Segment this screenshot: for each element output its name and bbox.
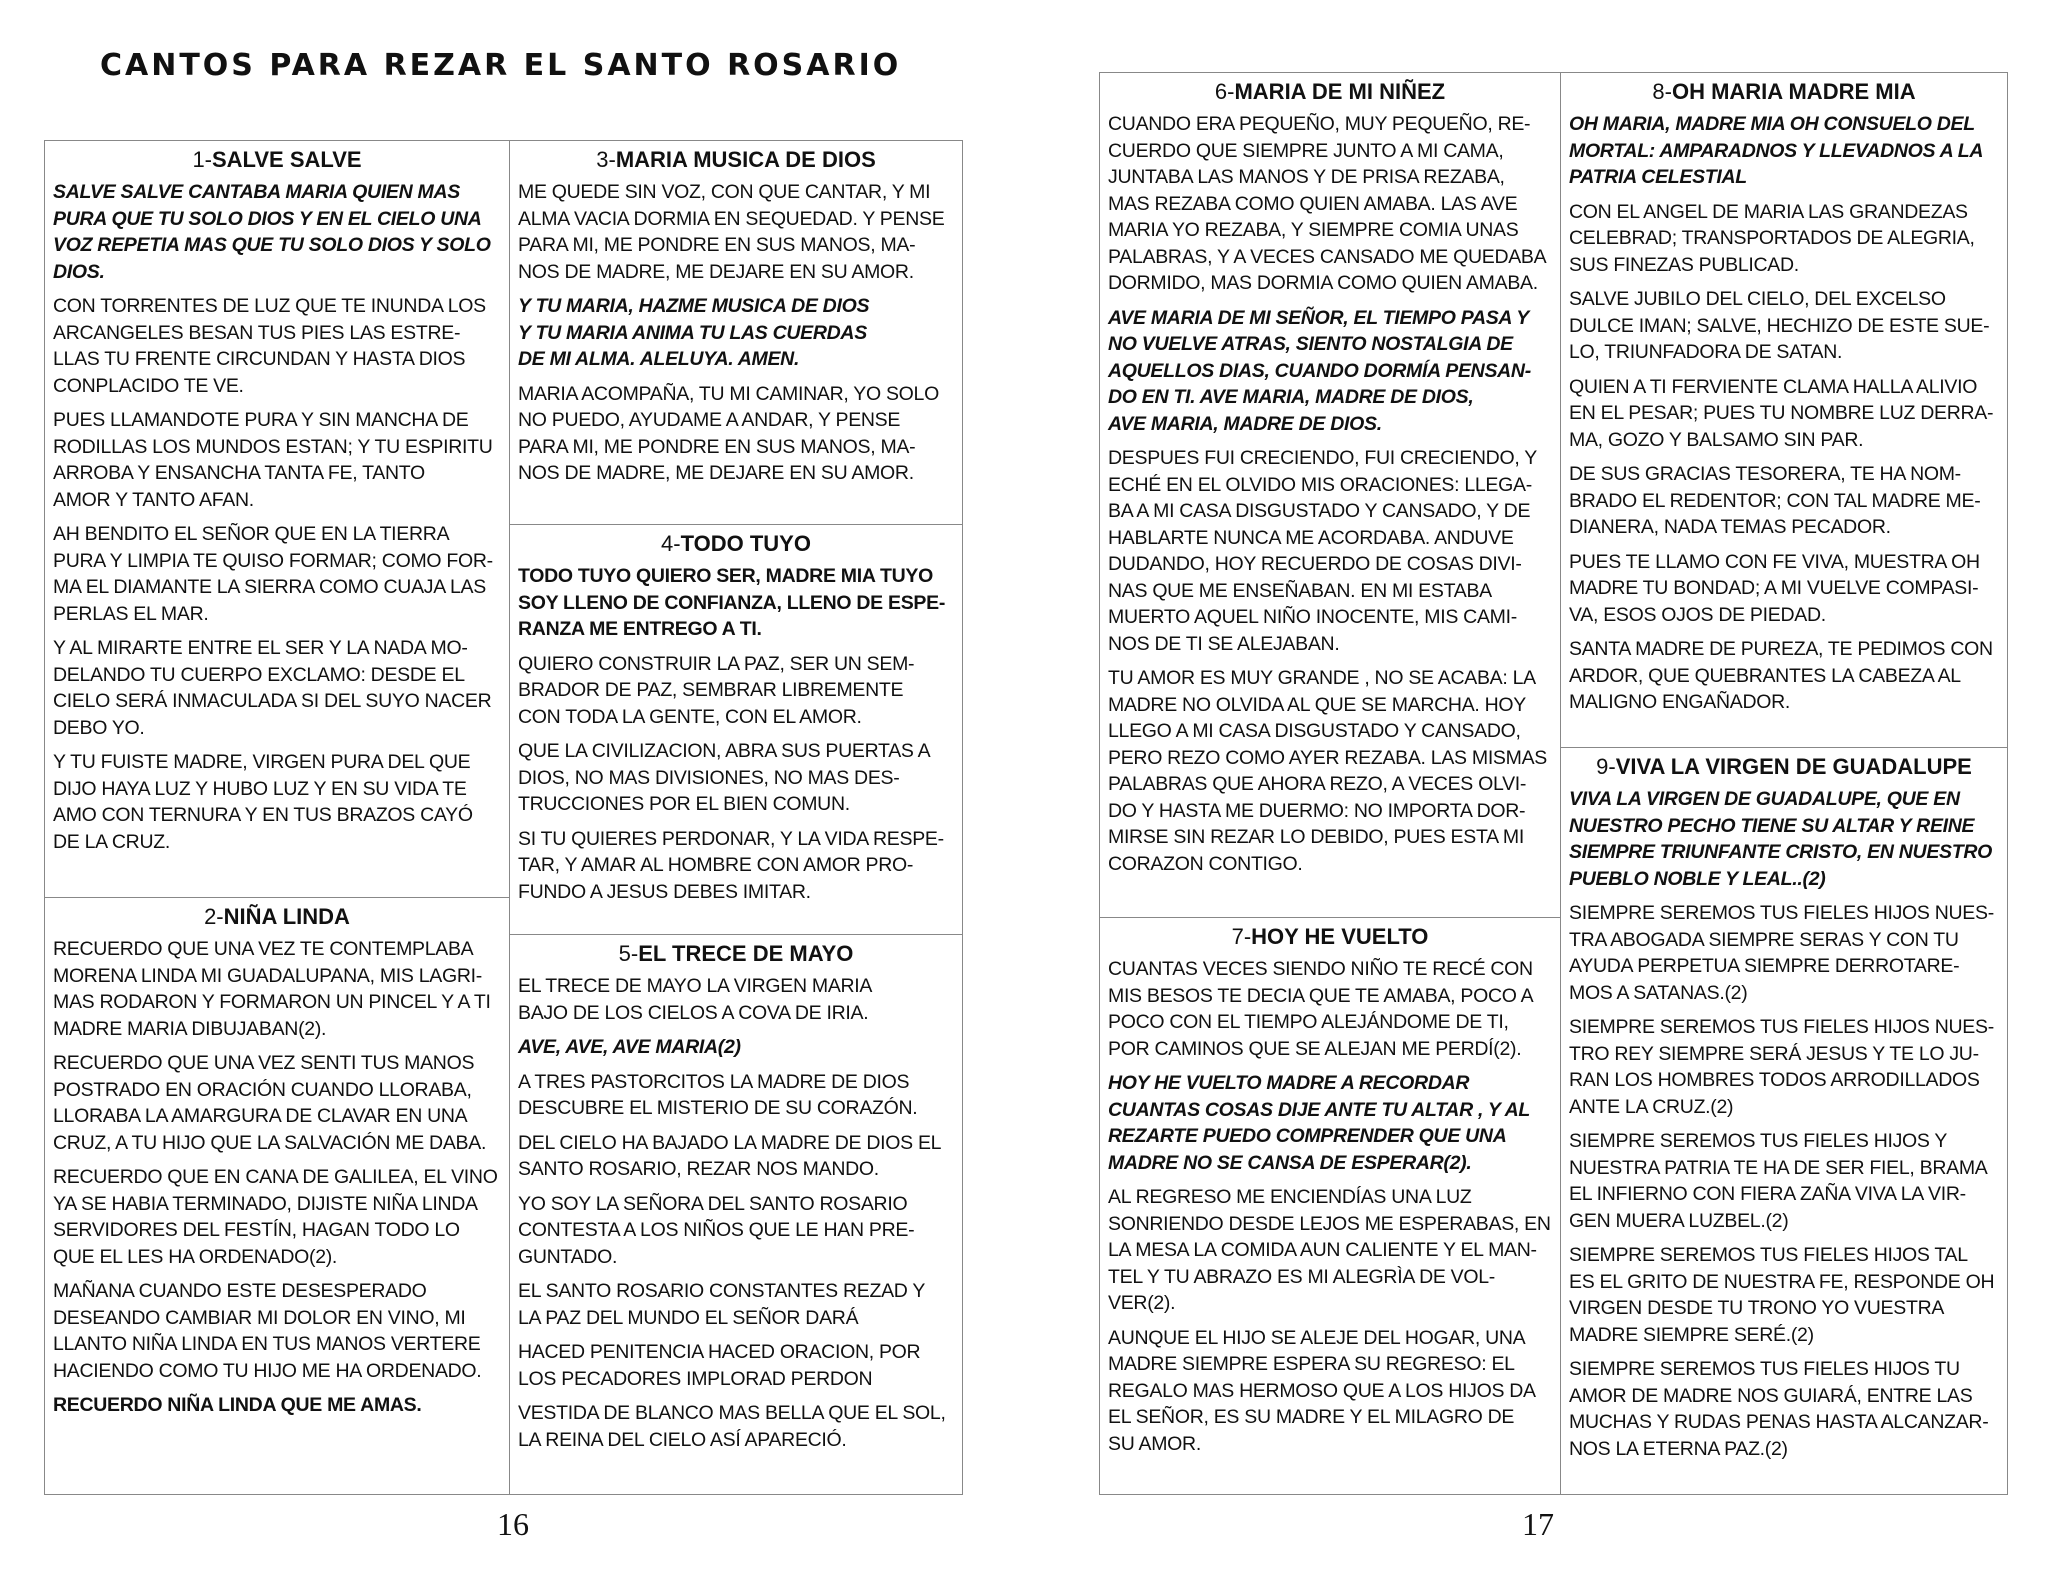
verse-paragraph: QUIEN A TI FERVIENTE CLAMA HALLA ALIVIO EN EL PESAR; PUES TU NOMBRE LUZ DERRA- MA, GOZO Y BALSAMO SIN PAR. bbox=[1569, 375, 1994, 451]
song-title bbox=[1569, 754, 1999, 780]
verse-paragraph: HACED PENITENCIA HACED ORACION, POR LOS PECADORES IMPLORAD PERDON bbox=[518, 1341, 921, 1390]
verse-paragraph: TU AMOR ES MUY GRANDE , NO SE ACABA: LA MADRE NO OLVIDA AL QUE SE MARCHA. HOY LLEGO A MI CASA DISGUSTADO Y CANSADO, PERO REZO COMO AYER REZABA. LAS MISMAS PALABRAS QUE AHORA REZO, A VECES OLVI- DO Y HASTA ME DUERMO: NO IMPORTA DOR- MIRSE SIN REZAR LO DEBIDO, PUES ESTA MI CORAZON CONTIGO. bbox=[1108, 667, 1547, 875]
song-title bbox=[53, 904, 501, 930]
verse-paragraph: DESPUES FUI CRECIENDO, FUI CRECIENDO, Y ECHÉ EN EL OLVIDO MIS ORACIONES: LLEGA- BA A MI CASA DISGUSTADO Y CANSADO, Y DE HABLARTE NUNCA ME ACORDABA. ANDUVE DUDANDO, HOY RECUERDO DE COSAS DIVI- NAS QUE ME ENSEÑABAN. EN MI ESTABA MUERTO AQUEL NIÑO INOCENTE, MIS CAMI- NOS DE TI SE ALEJABAN. bbox=[1108, 447, 1537, 655]
verse-paragraph: RECUERDO QUE EN CANA DE GALILEA, EL VINO YA SE HABIA TERMINADO, DIJISTE NIÑA LINDA SERVIDORES DEL FESTÍN, HAGAN TODO LO QUE EL LES HA ORDENADO(2). bbox=[53, 1166, 498, 1268]
song-title bbox=[518, 531, 954, 557]
verse-paragraph: Y TU FUISTE MADRE, VIRGEN PURA DEL QUE DIJO HAYA LUZ Y HUBO LUZ Y EN SU VIDA TE AMO CON TERNURA Y EN TUS BRAZOS CAYÓ DE LA CRUZ. bbox=[53, 751, 473, 853]
song-name: NIÑA LINDA bbox=[223, 904, 350, 929]
verse-paragraph: AH BENDITO EL SEÑOR QUE EN LA TIERRA PURA Y LIMPIA TE QUISO FORMAR; COMO FOR- MA EL DIAMANTE LA SIERRA COMO CUAJA LAS PERLAS EL MAR. bbox=[53, 523, 493, 625]
verse-paragraph: CUANTAS VECES SIENDO NIÑO TE RECÉ CON MIS BESOS TE DECIA QUE TE AMABA, POCO A POCO CON EL TIEMPO ALEJÁNDOME DE TI, POR CAMINOS QUE SE ALEJAN ME PERDÍ(2). bbox=[1108, 958, 1534, 1060]
song-name: SALVE SALVE bbox=[212, 147, 362, 172]
verse-paragraph: MAÑANA CUANDO ESTE DESESPERADO DESEANDO CAMBIAR MI DOLOR EN VINO, MI LLANTO NIÑA LINDA EN TUS MANOS VERTERE HACIENDO COMO TU HIJO ME HA ORDENADO. bbox=[53, 1280, 482, 1382]
song-box-8 bbox=[1560, 72, 2008, 748]
song-box-4 bbox=[509, 524, 963, 935]
chorus-paragraph: SALVE SALVE CANTABA MARIA QUIEN MAS PURA QUE TU SOLO DIOS Y EN EL CIELO UNA VOZ REPETIA MAS QUE TU SOLO DIOS Y SOLO DIOS. bbox=[53, 181, 491, 283]
page-number-left: 16 bbox=[497, 1506, 529, 1542]
verse-paragraph: RECUERDO NIÑA LINDA QUE ME AMAS. bbox=[53, 1394, 422, 1416]
verse-paragraph: CON TORRENTES DE LUZ QUE TE INUNDA LOS ARCANGELES BESAN TUS PIES LAS ESTRE- LLAS TU FRENTE CIRCUNDAN Y HASTA DIOS CONPLACIDO TE VE. bbox=[53, 295, 486, 397]
song-number: 8- bbox=[1652, 79, 1672, 104]
song-number: 7- bbox=[1231, 924, 1252, 949]
verse-paragraph: VESTIDA DE BLANCO MAS BELLA QUE EL SOL, LA REINA DEL CIELO ASÍ APARECIÓ. bbox=[518, 1402, 946, 1451]
verse-paragraph: PUES LLAMANDOTE PURA Y SIN MANCHA DE RODILLAS LOS MUNDOS ESTAN; Y TU ESPIRITU ARROBA Y ENSANCHA TANTA FE, TANTO AMOR Y TANTO AFAN. bbox=[53, 409, 493, 511]
song-box-5 bbox=[509, 934, 963, 1495]
verse-paragraph: ME QUEDE SIN VOZ, CON QUE CANTAR, Y MI ALMA VACIA DORMIA EN SEQUEDAD. Y PENSE PARA MI, ME PONDRE EN SUS MANOS, MA- NOS DE MADRE, ME DEJARE EN SU AMOR. bbox=[518, 181, 945, 283]
song-title bbox=[1569, 79, 1999, 105]
song-name: MARIA MUSICA DE DIOS bbox=[615, 147, 876, 172]
song-number: 9- bbox=[1596, 754, 1616, 779]
verse-paragraph: SI TU QUIERES PERDONAR, Y LA VIDA RESPE- TAR, Y AMAR AL HOMBRE CON AMOR PRO- FUNDO A JESUS DEBES IMITAR. bbox=[518, 827, 944, 903]
verse-paragraph: YO SOY LA SEÑORA DEL SANTO ROSARIO CONTESTA A LOS NIÑOS QUE LE HAN PRE- GUNTADO. bbox=[518, 1192, 915, 1268]
verse-paragraph: PUES TE LLAMO CON FE VIVA, MUESTRA OH MADRE TU BONDAD; A MI VUELVE COMPASI- VA, ESOS OJOS DE PIEDAD. bbox=[1569, 550, 1980, 626]
page-number-right: 17 bbox=[1522, 1506, 1554, 1542]
verse-paragraph: CUANDO ERA PEQUEÑO, MUY PEQUEÑO, RE- CUERDO QUE SIEMPRE JUNTO A MI CAMA, JUNTABA LAS MANOS Y DE PRISA REZABA, MAS REZABA COMO QUIEN AMABA. LAS AVE MARIA YO REZABA, Y SIEMPRE COMIA UNAS PALABRAS, Y A VECES CANSADO ME QUEDABA DORMIDO, MAS DORMIA COMO QUIEN AMABA. bbox=[1108, 113, 1547, 294]
verse-paragraph: Y AL MIRARTE ENTRE EL SER Y LA NADA MO- DELANDO TU CUERPO EXCLAMO: DESDE EL CIELO SERÁ INMACULADA SI DEL SUYO NACER DEBO YO. bbox=[53, 637, 492, 739]
chorus-paragraph: AVE, AVE, AVE MARIA(2) bbox=[518, 1036, 741, 1058]
verse-paragraph: SANTA MADRE DE PUREZA, TE PEDIMOS CON ARDOR, QUE QUEBRANTES LA CABEZA AL MALIGNO ENGAÑADOR. bbox=[1569, 638, 1993, 713]
song-box-7 bbox=[1099, 917, 1561, 1495]
verse-paragraph: SIEMPRE SEREMOS TUS FIELES HIJOS NUES- TRA ABOGADA SIEMPRE SERAS Y CON TU AYUDA PERPETUA SIEMPRE DERROTARE- MOS A SATANAS.(2) bbox=[1569, 902, 1994, 1004]
verse-paragraph: A TRES PASTORCITOS LA MADRE DE DIOS DESCUBRE EL MISTERIO DE SU CORAZÓN. bbox=[518, 1070, 918, 1119]
verse-paragraph: SIEMPRE SEREMOS TUS FIELES HIJOS TAL ES EL GRITO DE NUESTRA FE, RESPONDE OH VIRGEN DESDE TU TRONO YO VUESTRA MADRE SIEMPRE SERÉ.(2) bbox=[1569, 1244, 1995, 1346]
verse-paragraph: QUE LA CIVILIZACION, ABRA SUS PUERTAS A DIOS, NO MAS DIVISIONES, NO MAS DES- TRUCCIONES POR EL BIEN COMUN. bbox=[518, 740, 931, 815]
verse-paragraph: RECUERDO QUE UNA VEZ TE CONTEMPLABA MORENA LINDA MI GUADALUPANA, MIS LAGRI- MAS RODARON Y FORMARON UN PINCEL Y A TI MADRE MARIA DIBUJABAN(2). bbox=[53, 938, 491, 1040]
verse-paragraph: SALVE JUBILO DEL CIELO, DEL EXCELSO DULCE IMAN; SALVE, HECHIZO DE ESTE SUE- LO, TRIUNFADORA DE SATAN. bbox=[1569, 288, 1990, 363]
song-name: MARIA DE MI NIÑEZ bbox=[1234, 79, 1446, 104]
verse-paragraph: CON EL ANGEL DE MARIA LAS GRANDEZAS CELEBRAD; TRANSPORTADOS DE ALEGRIA, SUS FINEZAS PUBLICAD. bbox=[1569, 200, 1975, 276]
song-name: HOY HE VUELTO bbox=[1251, 924, 1429, 949]
verse-paragraph: DEL CIELO HA BAJADO LA MADRE DE DIOS EL SANTO ROSARIO, REZAR NOS MANDO. bbox=[518, 1131, 942, 1180]
verse-paragraph: EL TRECE DE MAYO LA VIRGEN MARIA BAJO DE LOS CIELOS A COVA DE IRIA. bbox=[518, 975, 873, 1024]
verse-paragraph: SIEMPRE SEREMOS TUS FIELES HIJOS TU AMOR DE MADRE NOS GUIARÁ, ENTRE LAS MUCHAS Y RUDAS PENAS HASTA ALCANZAR- NOS LA ETERNA PAZ.(2) bbox=[1569, 1358, 1989, 1460]
chorus-paragraph: VIVA LA VIRGEN DE GUADALUPE, QUE EN NUESTRO PECHO TIENE SU ALTAR Y REINE SIEMPRE TRIUNFANTE CRISTO, EN NUESTRO PUEBLO NOBLE Y LEAL..(2) bbox=[1569, 788, 1992, 890]
song-box-9 bbox=[1560, 747, 2008, 1495]
verse-paragraph: SIEMPRE SEREMOS TUS FIELES HIJOS Y NUESTRA PATRIA TE HA DE SER FIEL, BRAMA EL INFIERNO CON FIERA ZAÑA VIVA LA VIR- GEN MUERA LUZBEL.(2) bbox=[1569, 1130, 1988, 1232]
page-title: CANTOS PARA REZAR EL SANTO ROSARIO bbox=[100, 48, 902, 83]
verse-paragraph: DE SUS GRACIAS TESORERA, TE HA NOM- BRADO EL REDENTOR; CON TAL MADRE ME- DIANERA, NADA TEMAS PECADOR. bbox=[1569, 463, 1981, 538]
chorus-paragraph: AVE MARIA DE MI SEÑOR, EL TIEMPO PASA Y NO VUELVE ATRAS, SIENTO NOSTALGIA DE AQUELLOS DIAS, CUANDO DORMÍA PENSAN- DO EN TI. AVE MARIA, MADRE DE DIOS, AVE MARIA, MADRE DE DIOS. bbox=[1108, 306, 1531, 435]
song-number: 3- bbox=[596, 147, 616, 172]
song-name: OH MARIA MADRE MIA bbox=[1671, 79, 1916, 104]
song-box-2 bbox=[44, 897, 510, 1495]
song-title bbox=[518, 147, 954, 173]
song-title bbox=[1108, 924, 1552, 950]
song-box-1 bbox=[44, 140, 510, 898]
song-name: TODO TUYO bbox=[680, 531, 811, 556]
verse-paragraph: AL REGRESO ME ENCIENDÍAS UNA LUZ SONRIENDO DESDE LEJOS ME ESPERABAS, EN LA MESA LA COMIDA AUN CALIENTE Y EL MAN- TEL Y TU ABRAZO ES MI ALEGRÌA DE VOL- VER(2). bbox=[1108, 1186, 1551, 1314]
verse-paragraph: TODO TUYO QUIERO SER, MADRE MIA TUYO SOY LLENO DE CONFIANZA, LLENO DE ESPE- RANZA ME ENTREGO A TI. bbox=[518, 565, 946, 640]
chorus-paragraph: HOY HE VUELTO MADRE A RECORDAR CUANTAS COSAS DIJE ANTE TU ALTAR , Y AL REZARTE PUEDO COMPRENDER QUE UNA MADRE NO SE CANSA DE ESPERAR(2). bbox=[1108, 1072, 1531, 1174]
song-number: 5- bbox=[618, 941, 639, 966]
song-box-6 bbox=[1099, 72, 1561, 918]
song-number: 2- bbox=[204, 904, 224, 929]
song-number: 4- bbox=[661, 531, 681, 556]
verse-paragraph: EL SANTO ROSARIO CONSTANTES REZAD Y LA PAZ DEL MUNDO EL SEÑOR DARÁ bbox=[518, 1280, 926, 1329]
verse-paragraph: AUNQUE EL HIJO SE ALEJE DEL HOGAR, UNA MADRE SIEMPRE ESPERA SU REGRESO: EL REGALO MAS HERMOSO QUE A LOS HIJOS DA EL SEÑOR, ES SU MADRE Y EL MILAGRO DE SU AMOR. bbox=[1108, 1326, 1536, 1455]
song-name: VIVA LA VIRGEN DE GUADALUPE bbox=[1615, 754, 1972, 779]
verse-paragraph: SIEMPRE SEREMOS TUS FIELES HIJOS NUES- TRO REY SIEMPRE SERÁ JESUS Y TE LO JU- RAN LOS HOMBRES TODOS ARRODILLADOS ANTE LA CRUZ.(2) bbox=[1569, 1016, 1994, 1118]
song-name: EL TRECE DE MAYO bbox=[638, 941, 854, 966]
verse-paragraph: MARIA ACOMPAÑA, TU MI CAMINAR, YO SOLO NO PUEDO, AYUDAME A ANDAR, Y PENSE PARA MI, ME PONDRE EN SUS MANOS, MA- NOS DE MADRE, ME DEJARE EN SU AMOR. bbox=[518, 382, 939, 484]
song-number: 1- bbox=[192, 147, 212, 172]
verse-paragraph: RECUERDO QUE UNA VEZ SENTI TUS MANOS POSTRADO EN ORACIÓN CUANDO LLORABA, LLORABA LA AMARGURA DE CLAVAR EN UNA CRUZ, A TU HIJO QUE LA SALVACIÓN ME DABA. bbox=[53, 1052, 487, 1154]
verse-paragraph: QUIERO CONSTRUIR LA PAZ, SER UN SEM- BRADOR DE PAZ, SEMBRAR LIBREMENTE CON TODA LA GENTE, CON EL AMOR. bbox=[518, 652, 915, 728]
song-title bbox=[1108, 79, 1552, 105]
song-title bbox=[518, 941, 954, 967]
song-title bbox=[53, 147, 501, 173]
song-number: 6- bbox=[1214, 79, 1235, 104]
chorus-paragraph: OH MARIA, MADRE MIA OH CONSUELO DEL MORTAL: AMPARADNOS Y LLEVADNOS A LA PATRIA CELESTIAL bbox=[1569, 113, 1984, 188]
song-box-3 bbox=[509, 140, 963, 525]
chorus-paragraph: Y TU MARIA, HAZME MUSICA DE DIOS Y TU MARIA ANIMA TU LAS CUERDAS DE MI ALMA. ALELUYA. AMEN. bbox=[518, 295, 870, 370]
